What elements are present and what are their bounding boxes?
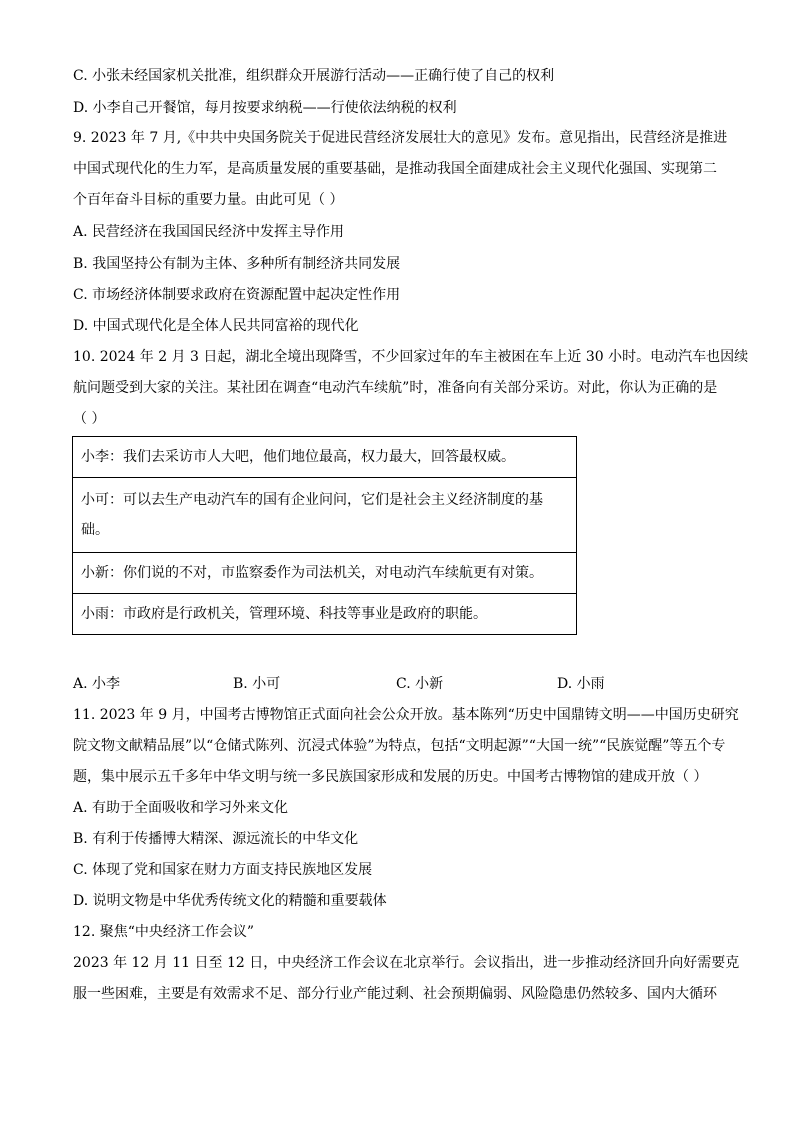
q11-stem-line-3: 题，集中展示五千多年中华文明与统一多民族国家形成和发展的历史。中国考古博物馆的建成开放（ ）	[73, 769, 708, 785]
q11-stem-line-2: 院文物文献精品展”以“仓储式陈列、沉浸式体验”为特点，包括“文明起源”“大国一统”“民族觉醒”等五个专	[73, 738, 726, 754]
dialog-cell-xiaoli	[73, 437, 577, 478]
q8-option-d: D. 小李自己开餐馆，每月按要求纳税——行使依法纳税的权利	[73, 100, 457, 116]
dialog-cell-xiaoyu	[73, 594, 577, 635]
dialog-cell-xiaoxin	[73, 553, 577, 594]
q11-stem-line-1: 11. 2023 年 9 月，中国考古博物馆正式面向社会公众开放。基本陈列“历史中国鼎铸文明——中国历史研究	[73, 707, 739, 723]
dialog-text-xiaoke-line-2: 础。	[81, 522, 109, 538]
q12-text-line-1: 2023 年 12 月 11 日至 12 日，中央经济工作会议在北京举行。会议指出，进一步推动经济回升向好需要克	[73, 955, 740, 971]
q9-option-b: B. 我国坚持公有制为主体、多种所有制经济共同发展	[73, 256, 401, 272]
q9-stem-line-1: 9. 2023 年 7 月,《中共中央国务院关于促进民营经济发展壮大的意见》发布。意见指出，民营经济是推进	[73, 130, 728, 146]
dialog-text-xiaoli: 小李：我们去采访市人大吧，他们地位最高，权力最大，回答最权威。	[81, 449, 515, 465]
q11-option-c: C. 体现了党和国家在财力方面支持民族地区发展	[73, 862, 373, 878]
table-row	[73, 437, 577, 478]
q9-option-d: D. 中国式现代化是全体人民共同富裕的现代化	[73, 318, 359, 334]
dialog-text-xiaoke-line-1: 小可：可以去生产电动汽车的国有企业问问，它们是社会主义经济制度的基	[81, 492, 543, 508]
q10-stem-line-3: （ ）	[73, 411, 106, 427]
q10-stem-line-2: 航问题受到大家的关注。某社团在调查“电动汽车续航”时，准备向有关部分采访。对此，你认为正确的是	[73, 380, 718, 396]
q8-option-c: C. 小张未经国家机关批准，组织群众开展游行活动——正确行使了自己的权利	[73, 68, 555, 84]
q10-option-d: D. 小雨	[557, 676, 605, 692]
q10-dialog-table	[72, 436, 577, 635]
dialog-text-xiaoke	[81, 479, 568, 551]
q9-option-c: C. 市场经济体制要求政府在资源配置中起决定性作用	[73, 287, 401, 303]
dialog-cell-xiaoke	[73, 478, 577, 553]
q10-option-a: A. 小李	[73, 676, 121, 692]
table-row	[73, 594, 577, 635]
q10-stem-line-1: 10. 2024 年 2 月 3 日起，湖北全境出现降雪，不少回家过年的车主被困在车上近 30 小时。电动汽车也因续	[73, 349, 749, 365]
q11-option-a: A. 有助于全面吸收和学习外来文化	[73, 800, 289, 816]
q9-stem-line-3: 个百年奋斗目标的重要力量。由此可见（ ）	[73, 192, 344, 208]
q12-title: 12. 聚焦“中央经济工作会议”	[73, 924, 255, 940]
q11-option-d: D. 说明文物是中华优秀传统文化的精髓和重要载体	[73, 893, 387, 909]
q9-option-a: A. 民营经济在我国国民经济中发挥主导作用	[73, 224, 345, 240]
table-row	[73, 478, 577, 553]
table-row	[73, 553, 577, 594]
q11-option-b: B. 有利于传播博大精深、源远流长的中华文化	[73, 831, 359, 847]
q10-option-b: B. 小可	[233, 676, 281, 692]
dialog-text-xiaoxin: 小新：你们说的不对，市监察委作为司法机关，对电动汽车续航更有对策。	[81, 565, 543, 581]
q12-text-line-2: 服一些困难，主要是有效需求不足、部分行业产能过剩、社会预期偏弱、风险隐患仍然较多、国内大循环	[73, 986, 717, 1002]
q9-stem-line-2: 中国式现代化的生力军，是高质量发展的重要基础，是推动我国全面建成社会主义现代化强国、实现第二	[73, 161, 717, 177]
q10-option-c: C. 小新	[396, 676, 444, 692]
dialog-text-xiaoyu: 小雨：市政府是行政机关，管理环境、科技等事业是政府的职能。	[81, 606, 487, 622]
